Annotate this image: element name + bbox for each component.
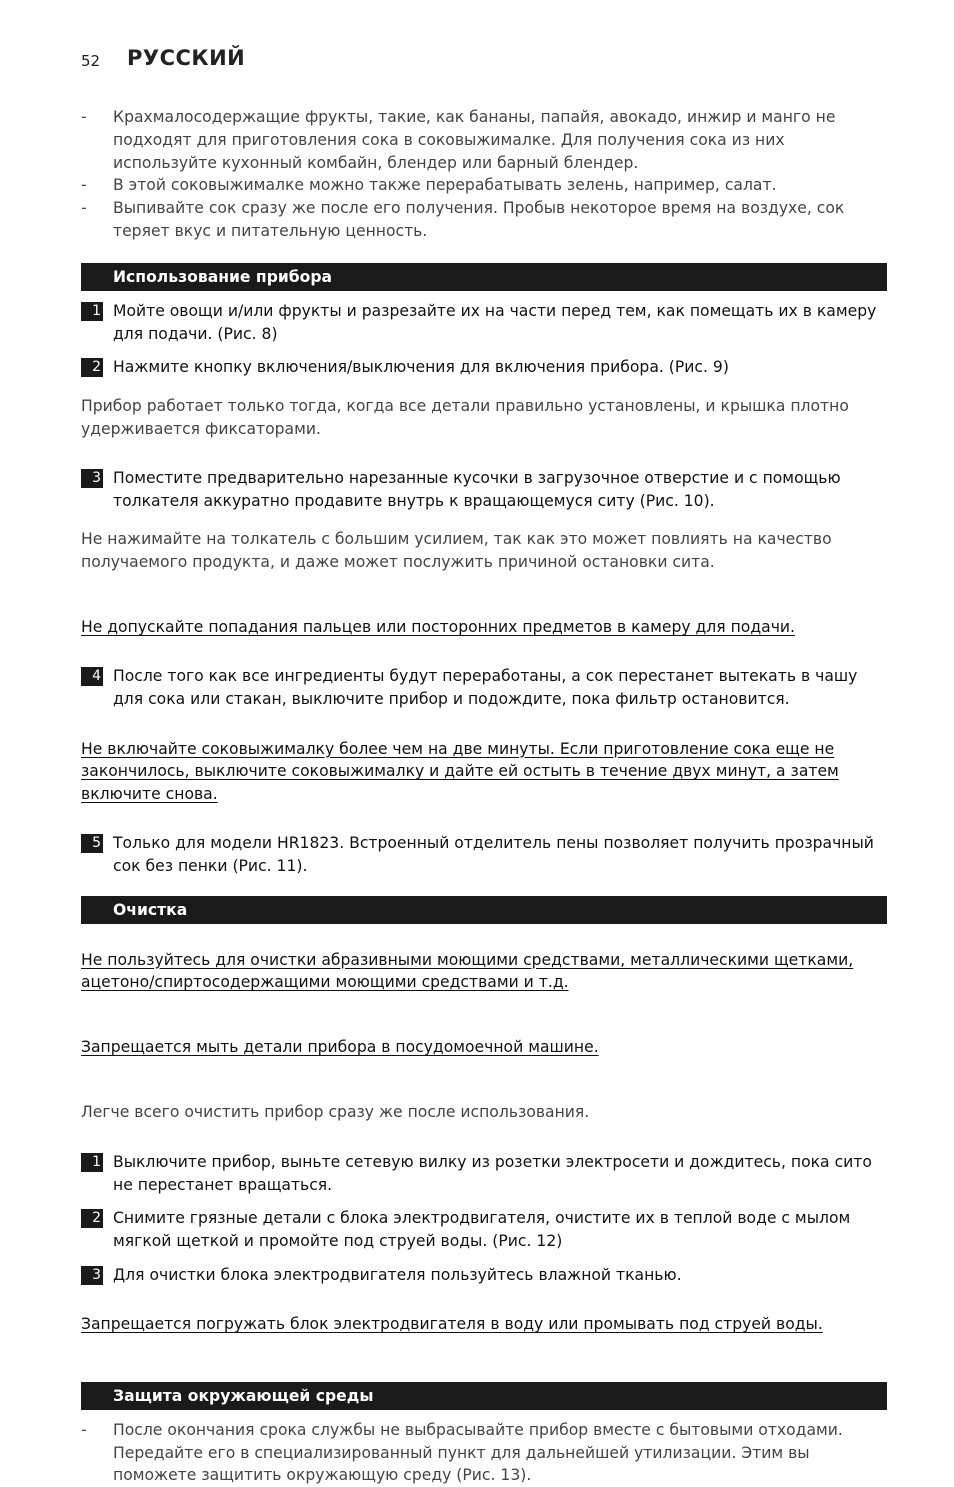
- step-text: Выключите прибор, выньте сетевую вилку из розетки электросети и дождитесь, пока сито не перестанет вращаться.: [113, 1152, 872, 1194]
- usage-note-3: Не нажимайте на толкатель с большим усилием, так как это может повлиять на качество получаемого продукта, и даже может послужить причиной остановки сита.: [81, 530, 832, 571]
- section-heading-usage: Использование прибора: [81, 263, 887, 291]
- list-item: - Выпивайте сок сразу же после его получения. Пробыв некоторое время на воздухе, сок теряет вкус и питательную ценность.: [81, 199, 845, 240]
- usage-step-1: [81, 300, 887, 346]
- step-text: Снимите грязные детали с блока электродвигателя, очистите их в теплой воде с мылом мягкой щеткой и промойте под струей воды. (Рис. 12): [113, 1209, 851, 1251]
- usage-step-4: [81, 665, 887, 711]
- step-text: Для очистки блока электродвигателя пользуйтесь влажной тканью.: [113, 1266, 682, 1285]
- environment-bullet-list: [81, 1419, 887, 1487]
- step-number: 2: [81, 358, 103, 377]
- step-number: 1: [81, 1153, 103, 1172]
- cleaning-warning-1: Не пользуйтесь для очистки абразивными моющими средствами, металлическими щетками, ацетоно/спиртосодержащими моющими средствами и т.д.: [81, 950, 854, 992]
- list-item: - Крахмалосодержащие фрукты, такие, как бананы, папайя, авокадо, инжир и манго не подходят для приготовления сока в соковыжималке. Для получения сока из них используйте кухонный комбайн, блендер или барный блендер.: [81, 108, 836, 172]
- cleaning-note: Легче всего очистить прибор сразу же после использования.: [81, 1103, 590, 1122]
- cleaning-step-1: [81, 1151, 887, 1197]
- usage-warning-1: Не допускайте попадания пальцев или посторонних предметов в камеру для подачи.: [81, 617, 795, 636]
- step-number: 2: [81, 1209, 103, 1228]
- section-heading-cleaning: Очистка: [81, 896, 887, 924]
- step-text: Мойте овощи и/или фрукты и разрезайте их на части перед тем, как помещать их в камеру для подачи. (Рис. 8): [113, 301, 877, 343]
- usage-step-2: [81, 356, 887, 379]
- step-number: 1: [81, 302, 103, 321]
- list-item: - После окончания срока службы не выбрасывайте прибор вместе с бытовыми отходами. Передайте его в специализированный пункт для дальнейшей утилизации. Этим вы поможете защитить окружающую среду (Рис. 13).: [81, 1420, 843, 1485]
- section-heading-environment: Защита окружающей среды: [81, 1382, 887, 1410]
- step-text: Нажмите кнопку включения/выключения для включения прибора. (Рис. 9): [113, 358, 729, 377]
- usage-step-3: [81, 467, 887, 513]
- language-title: РУССКИЙ: [127, 46, 246, 70]
- page-number: 52: [81, 52, 101, 70]
- step-text: Поместите предварительно нарезанные кусочки в загрузочное отверстие и с помощью толкателя аккуратно продавите внутрь к вращающемуся ситу (Рис. 10).: [113, 468, 841, 510]
- usage-warning-2: Не включайте соковыжималку более чем на две минуты. Если приготовление сока еще не закончилось, выключите соковыжималку и дайте ей остыть в течение двух минут, а затем включите снова.: [81, 739, 839, 804]
- page-content: [81, 106, 887, 1487]
- step-number: 3: [81, 469, 103, 488]
- step-text: Только для модели HR1823. Встроенный отделитель пены позволяет получить прозрачный сок без пенки (Рис. 11).: [113, 834, 874, 876]
- usage-step-5: [81, 832, 887, 878]
- cleaning-step-3: [81, 1264, 887, 1287]
- intro-bullet-list: [81, 106, 887, 243]
- cleaning-step-2: [81, 1207, 887, 1253]
- list-item: - В этой соковыжималке можно также перерабатывать зелень, например, салат.: [81, 176, 777, 195]
- cleaning-warning-2: Запрещается мыть детали прибора в посудомоечной машине.: [81, 1038, 599, 1057]
- step-number: 5: [81, 834, 103, 853]
- step-number: 4: [81, 667, 103, 686]
- cleaning-warning-3: Запрещается погружать блок электродвигателя в воду или промывать под струей воды.: [81, 1315, 823, 1334]
- step-number: 3: [81, 1266, 103, 1285]
- usage-note-2: Прибор работает только тогда, когда все детали правильно установлены, и крышка плотно удерживается фиксаторами.: [81, 396, 849, 438]
- step-text: После того как все ингредиенты будут переработаны, а сок перестанет вытекать в чашу для сока или стакан, выключите прибор и подождите, пока фильтр остановится.: [113, 667, 858, 709]
